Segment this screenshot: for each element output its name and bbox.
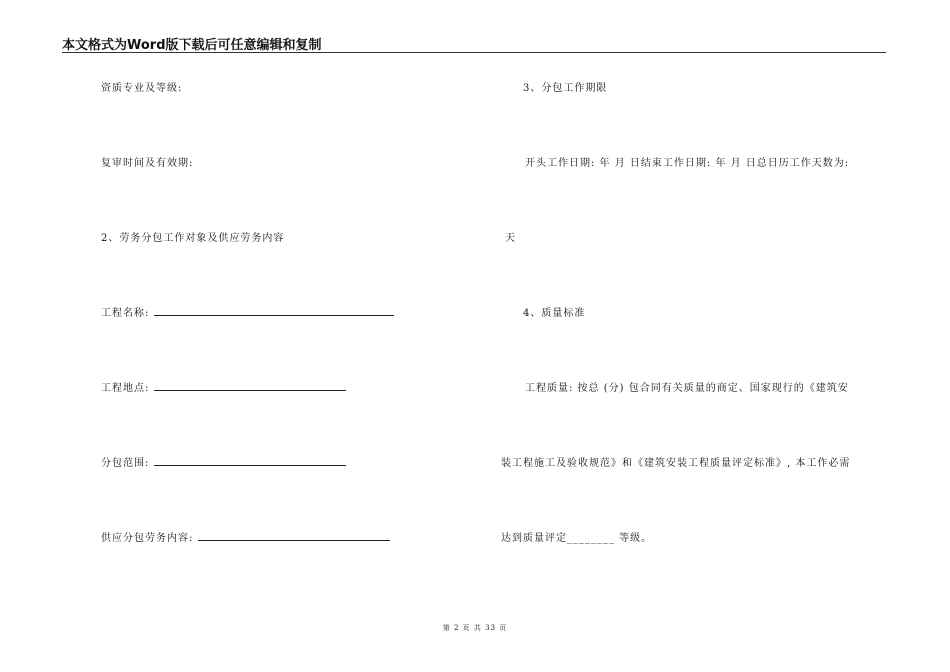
quality-line-1: 工程质量: 按总 (分) 包合同有关质量的商定、国家现行的《建筑安 [525,383,849,394]
labor-content-label: 供应分包劳务内容: [101,533,194,544]
quality-line-3-suffix: 等级。 [615,533,653,544]
quality-line-3 [501,529,652,544]
scope-label: 分包范围: [101,458,150,469]
days-unit: 天 [505,233,516,244]
review-period-label: 复审时间及有效期: [101,158,194,169]
scope-row [101,454,346,469]
document-header-title: 本文格式为Word版下载后可任意编辑和复制 [62,38,322,53]
project-location-blank [154,380,346,391]
section4-heading: 4、质量标准 [523,308,586,319]
quality-line-2: 装工程施工及验收规范》和《建筑安装工程质量评定标准》, 本工作必需 [501,458,851,469]
project-name-blank [154,305,394,316]
project-name-row [101,304,394,319]
labor-content-row [101,529,390,544]
work-dates-line: 开头工作日期: 年 月 日结束工作日期: 年 月 日总日历工作天数为: [525,158,850,169]
section3-heading: 3、分包工作期限 [523,83,608,94]
project-name-label: 工程名称: [101,308,150,319]
quality-grade-blank: ________ [567,533,615,544]
quality-line-3-prefix: 达到质量评定 [501,533,567,544]
header-divider [62,52,886,53]
qualification-label: 资质专业及等级: [101,83,183,94]
scope-blank [154,455,346,466]
project-location-row [101,379,346,394]
project-location-label: 工程地点: [101,383,150,394]
page-number-footer: 第 2 页 共 33 页 [442,624,508,632]
section2-heading: 2、劳务分包工作对象及供应劳务内容 [101,233,285,244]
labor-content-blank [198,530,390,541]
